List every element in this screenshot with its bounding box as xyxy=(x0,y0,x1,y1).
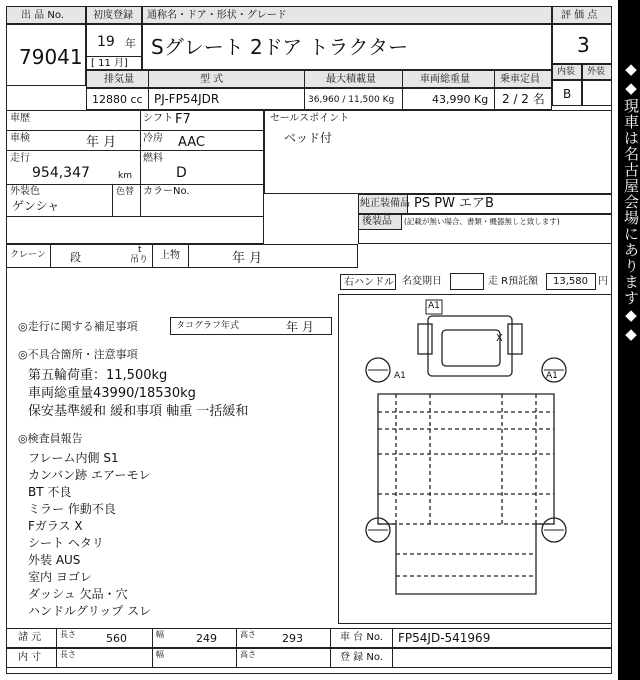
inspector-list xyxy=(28,449,151,619)
genuine-value: PS PW エアB xyxy=(414,196,494,211)
defects-list xyxy=(28,364,248,418)
score-cell xyxy=(552,24,612,64)
defect-line: 第五輪荷重：11,500kg xyxy=(28,368,168,383)
chassis-value: FP54JD-541969 xyxy=(398,631,491,645)
gross-weight-value: 43,990 Kg xyxy=(432,93,489,106)
history-label: 車歴 xyxy=(10,113,30,124)
right-hand-badge xyxy=(340,274,396,290)
spec-label-row xyxy=(86,70,552,88)
ac-label: 冷房 xyxy=(143,133,163,144)
tachograph-value: 年 月 xyxy=(286,320,314,334)
width-label: 幅 xyxy=(156,630,164,639)
side-banner-text: ◆◆現車は名古屋会場にあります◆◆ xyxy=(622,60,640,344)
defect-line: 保安基準緩和 緩和事項 軸重 一括緩和 xyxy=(28,404,249,419)
diagram-mark-a1-top: A1 xyxy=(428,301,440,311)
displacement-value: 12880 cc xyxy=(92,93,143,106)
right-mirror-shape xyxy=(508,324,522,354)
inner-height-label: 高さ xyxy=(240,650,256,659)
inspector-line: Fガラス X xyxy=(28,519,83,533)
crane-stage: 段 xyxy=(70,251,81,264)
windshield-shape xyxy=(442,330,500,366)
exterior-label-cell xyxy=(582,64,612,80)
height-value: 293 xyxy=(282,632,303,645)
inspector-line: ダッシュ 欠品・穴 xyxy=(28,587,128,601)
interior-label: 内装 xyxy=(557,67,576,77)
grade-label: 通称名・ドア・形状・グレード xyxy=(147,10,287,21)
mileage-value: 954,347 xyxy=(32,165,90,181)
width-value: 249 xyxy=(196,632,217,645)
color-change-label: 色替 xyxy=(116,187,135,197)
inspector-line: フレーム内側 S1 xyxy=(28,451,119,465)
score-label-cell xyxy=(552,6,612,24)
capacity-label: 乗車定員 xyxy=(500,74,540,85)
left-mirror-shape xyxy=(418,324,432,354)
name-change-box xyxy=(450,273,484,290)
model-name-cell xyxy=(142,24,552,70)
yen-label: 円 xyxy=(598,276,608,287)
fuel-label: 燃料 xyxy=(143,153,163,164)
truck-diagram xyxy=(338,294,594,624)
score-value: 3 xyxy=(577,33,590,57)
interior-grade: B xyxy=(563,87,572,101)
length-value: 560 xyxy=(106,632,127,645)
inspection-label: 車検 xyxy=(10,133,30,144)
mileage-unit: km xyxy=(118,171,132,181)
interior-grade-cell xyxy=(552,80,582,106)
gross-weight-label: 車両総重量 xyxy=(420,74,470,85)
inspector-line: カンバン跡 エアーモレ xyxy=(28,468,151,482)
interior-label-cell xyxy=(552,64,582,80)
inspector-line: BT 不良 xyxy=(28,485,72,499)
exterior-grade-cell xyxy=(582,80,612,106)
first-reg-year: 19 xyxy=(97,34,115,50)
diagram-mark-a1-right: A1 xyxy=(546,371,558,381)
aftermarket-label: 後装品 xyxy=(362,216,392,227)
exterior-label: 外装 xyxy=(587,67,606,77)
model-code-value: PJ-FP54JDR xyxy=(154,92,220,106)
max-load-value: 36,960 / 11,500 Kg xyxy=(308,95,395,105)
fuel-value: D xyxy=(176,165,187,181)
registration-label: 登 録 No. xyxy=(340,652,383,663)
inspector-line: シート ヘタリ xyxy=(28,536,104,550)
upper-body-value: 年 月 xyxy=(232,251,263,266)
dims-label: 諸 元 xyxy=(18,632,42,643)
color-label: 外装色 xyxy=(10,186,40,197)
score-label: 評 価 点 xyxy=(561,10,598,21)
crane-lift: 吊り xyxy=(130,255,149,265)
model-code-label: 型 式 xyxy=(200,74,224,85)
crane-label: クレーン xyxy=(10,250,46,260)
sales-points-label: セールスポイント xyxy=(270,113,350,124)
capacity-value: 2 / 2 名 xyxy=(502,92,545,106)
color-value: ゲンシャ xyxy=(12,199,60,213)
upper-body-label: 上物 xyxy=(160,250,180,261)
inspector-line: ハンドルグリップ スレ xyxy=(28,604,152,618)
lot-number: 79041 xyxy=(19,45,83,69)
diagram-mark-a1-left: A1 xyxy=(394,371,406,381)
inner-width-label: 幅 xyxy=(156,650,164,659)
right-hand-text: 右ハンドル xyxy=(344,277,394,288)
deposit-box xyxy=(546,273,596,290)
inspector-line: 外装 AUS xyxy=(28,553,81,567)
color-code-label: カラーNo. xyxy=(143,186,190,197)
model-name: Sグレート 2ドア トラクター xyxy=(151,35,409,59)
genuine-label: 純正装備品 xyxy=(360,198,410,209)
lot-label-cell xyxy=(6,6,86,24)
displacement-label: 排気量 xyxy=(104,74,134,85)
year-unit: 年 xyxy=(125,37,136,50)
first-reg-label: 初度登録 xyxy=(93,10,133,21)
driving-remarks-title: ◎走行に関する補足事項 xyxy=(18,320,138,333)
aftermarket-note: (記載が無い場合、書類・機器無しと致します) xyxy=(404,217,560,226)
footer-row-1 xyxy=(6,628,612,648)
defects-title: ◎不具合箇所・注意事項 xyxy=(18,348,138,361)
ac-value: AAC xyxy=(178,135,205,150)
deposit-value: 13,580 xyxy=(553,276,588,287)
lot-label: 出 品 No. xyxy=(21,10,64,21)
month-cell xyxy=(86,56,142,70)
footer-row-2 xyxy=(6,648,612,668)
mileage-label: 走行 xyxy=(10,153,30,164)
shift-label: シフト xyxy=(143,113,173,124)
inspector-title: ◎検査員報告 xyxy=(18,432,83,445)
crane-ton: t xyxy=(138,245,142,255)
sales-points-value: ベッド付 xyxy=(284,131,333,145)
inner-dims-label: 内 寸 xyxy=(18,652,42,663)
shift-value: F7 xyxy=(175,112,191,127)
side-banner xyxy=(618,0,640,680)
tachograph-label: タコグラフ年式 xyxy=(176,321,240,331)
inspector-line: ミラー 作動不良 xyxy=(28,502,116,516)
max-load-label: 最大積載量 xyxy=(326,74,376,85)
first-reg-label-cell xyxy=(86,6,142,24)
lot-number-cell xyxy=(6,24,86,86)
height-label: 高さ xyxy=(240,630,256,639)
first-reg-month: [ 11 月] xyxy=(91,58,128,69)
deposit-label: 走 R預託額 xyxy=(488,276,539,287)
crane-row xyxy=(6,244,358,268)
length-label: 長さ xyxy=(60,630,76,639)
inspection-value: 年 月 xyxy=(86,135,117,150)
diagram-mark-x: X xyxy=(496,333,503,344)
name-change-label: 名変期日 xyxy=(402,276,442,287)
inner-length-label: 長さ xyxy=(60,650,76,659)
defect-line: 車両総重量43990/18530kg xyxy=(28,386,196,401)
inspector-line: 室内 ヨゴレ xyxy=(28,570,92,584)
chassis-label: 車 台 No. xyxy=(340,632,383,643)
grade-label-cell xyxy=(142,6,552,24)
